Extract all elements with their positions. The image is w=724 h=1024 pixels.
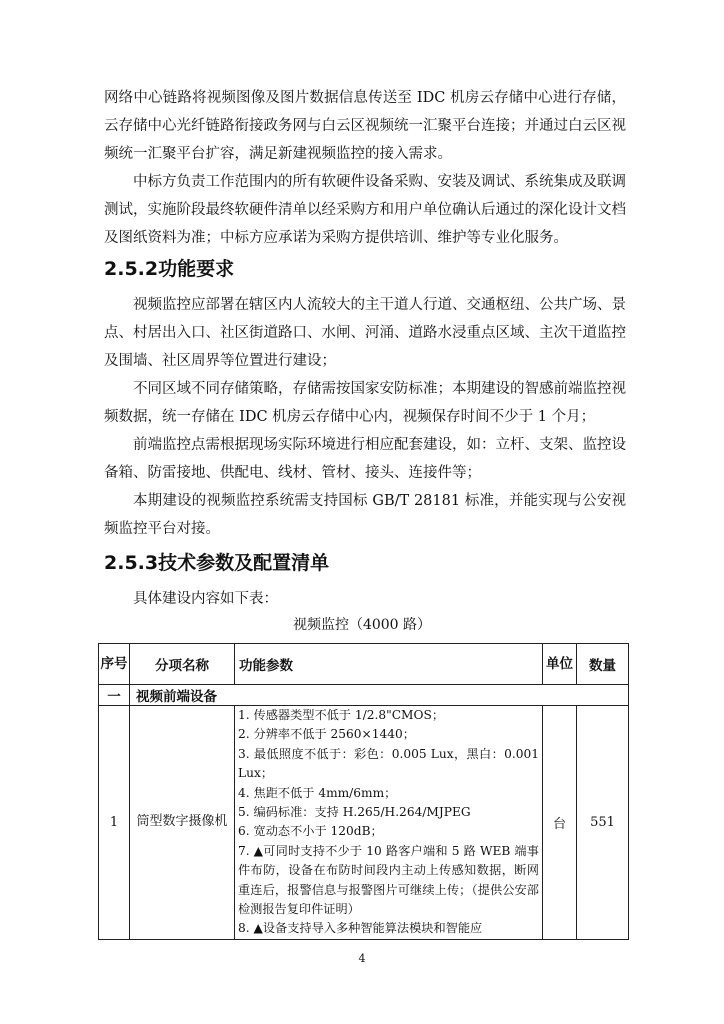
- param-line-3: 3. 最低照度不低于：彩色：0.005 Lux，黑白：0.001 Lux；: [238, 746, 539, 781]
- param-line-8: 8. ▲设备支持导入多种智能算法模块和智能应: [238, 921, 483, 936]
- section-252-paragraph-4: 本期建设的视频监控系统需支持国标 GB/T 28181 标准，并能实现与公安视频监控平台对接。: [104, 493, 626, 537]
- group-title: 视频前端设备: [130, 685, 629, 706]
- row-qty: 551: [577, 706, 629, 940]
- header-name: 分项名称: [130, 644, 235, 685]
- header-unit: 单位: [543, 644, 577, 685]
- header-params: 功能参数: [235, 644, 543, 685]
- spec-table: [98, 643, 629, 940]
- header-seq: 序号: [99, 644, 130, 685]
- intro-paragraph-2: 中标方负责工作范围内的所有软硬件设备采购、安装及调试、系统集成及联调测试，实施阶段最终软硬件清单以经采购方和用户单位确认后通过的深化设计文档及图纸资料为准；中标方应承诺为采购方提供培训、维护等专业化服务。: [104, 174, 626, 246]
- intro-paragraph-1: 网络中心链路将视频图像及图片数据信息传送至 IDC 机房云存储中心进行存储，云存储中心光纤链路衔接政务网与白云区视频统一汇聚平台连接；并通过白云区视频统一汇聚平台扩容，满足新建视频监控的接入需求。: [104, 90, 626, 162]
- table-row: [99, 706, 629, 940]
- section-heading-2-5-3: 2.5.3技术参数及配置清单: [104, 552, 330, 574]
- row-unit: 台: [543, 706, 577, 940]
- section-253-paragraph-1: 具体建设内容如下表：: [133, 591, 278, 607]
- table-group-row: [99, 685, 629, 706]
- table-caption: 视频监控（4000 路）: [292, 617, 432, 633]
- param-line-2: 2. 分辨率不低于 2560×1440；: [238, 727, 415, 742]
- group-index: 一: [99, 685, 130, 706]
- section-heading-2-5-2: 2.5.2功能要求: [104, 258, 235, 280]
- page-number: 4: [358, 952, 366, 965]
- param-line-7: 7. ▲可同时支持不少于 10 路客户端和 5 路 WEB 端事件布防，设备在布防时间段内主动上传感知数据，断网重连后，报警信息与报警图片可继续上传；（提供公安部检测报告复印件证明）: [238, 843, 539, 917]
- param-line-4: 4. 焦距不低于 4mm/6mm；: [238, 785, 397, 800]
- param-line-5: 5. 编码标准：支持 H.265/H.264/MJPEG: [238, 805, 471, 820]
- section-252-paragraph-1: 视频监控应部署在辖区内人流较大的主干道人行道、交通枢纽、公共广场、景点、村居出入口、社区街道路口、水闸、河涌、道路水浸重点区域、主次干道监控及围墙、社区周界等位置进行建设；: [104, 297, 626, 369]
- row-params: [235, 706, 543, 940]
- table-header-row: [99, 644, 629, 685]
- row-name: 筒型数字摄像机: [130, 706, 235, 940]
- row-seq: 1: [99, 706, 130, 940]
- header-qty: 数量: [577, 644, 629, 685]
- section-252-paragraph-3: 前端监控点需根据现场实际环境进行相应配套建设，如：立杆、支架、监控设备箱、防雷接地、供配电、线材、管材、接头、连接件等；: [104, 437, 626, 481]
- param-line-6: 6. 宽动态不小于 120dB；: [238, 824, 383, 839]
- param-line-1: 1. 传感器类型不低于 1/2.8"CMOS；: [238, 708, 445, 722]
- section-252-paragraph-2: 不同区域不同存储策略，存储需按国家安防标准；本期建设的智感前端监控视频数据，统一存储在 IDC 机房云存储中心内，视频保存时间不少于 1 个月；: [104, 381, 626, 425]
